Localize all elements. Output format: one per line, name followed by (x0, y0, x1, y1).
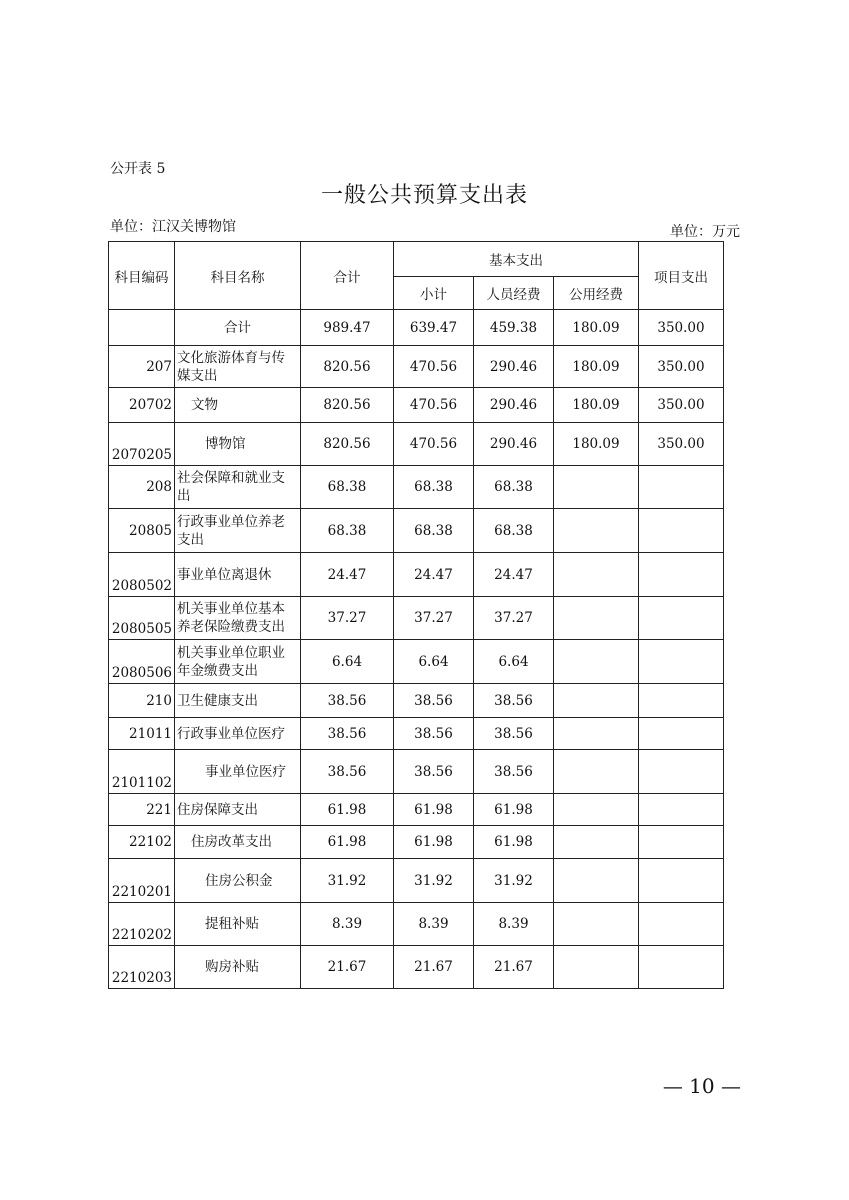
cell-name: 住房保障支出 (175, 794, 301, 826)
cell-subtotal: 470.56 (394, 388, 474, 423)
cell-code: 20805 (109, 509, 175, 553)
cell-personnel: 290.46 (474, 388, 554, 423)
cell-personnel: 38.56 (474, 718, 554, 750)
cell-public: 180.09 (554, 423, 639, 466)
header-total: 合计 (301, 242, 394, 310)
cell-personnel: 61.98 (474, 826, 554, 859)
cell-total: 820.56 (301, 346, 394, 388)
cell-code: 2210201 (109, 859, 175, 903)
cell-name: 博物馆 (175, 423, 301, 466)
cell-project (639, 859, 724, 903)
table-row (109, 509, 724, 553)
cell-subtotal: 6.64 (394, 640, 474, 684)
cell-code: 2101102 (109, 750, 175, 794)
cell-personnel: 38.56 (474, 684, 554, 718)
cell-subtotal: 37.27 (394, 597, 474, 640)
cell-code: 2210203 (109, 946, 175, 989)
cell-public (554, 859, 639, 903)
table-row (109, 903, 724, 946)
table-row (109, 423, 724, 466)
cell-name: 行政事业单位医疗 (175, 718, 301, 750)
cell-total: 31.92 (301, 859, 394, 903)
table-body (109, 310, 724, 989)
table-row (109, 750, 724, 794)
cell-personnel: 6.64 (474, 640, 554, 684)
cell-name: 卫生健康支出 (175, 684, 301, 718)
cell-total: 68.38 (301, 466, 394, 509)
cell-project (639, 826, 724, 859)
cell-personnel: 290.46 (474, 423, 554, 466)
cell-total: 38.56 (301, 750, 394, 794)
cell-subtotal: 639.47 (394, 310, 474, 346)
cell-total: 68.38 (301, 509, 394, 553)
cell-total: 61.98 (301, 826, 394, 859)
cell-subtotal: 21.67 (394, 946, 474, 989)
table-row (109, 718, 724, 750)
currency-unit: 单位：万元 (670, 224, 740, 240)
cell-name: 机关事业单位职业年金缴费支出 (175, 640, 301, 684)
cell-project (639, 794, 724, 826)
cell-total: 6.64 (301, 640, 394, 684)
table-row (109, 826, 724, 859)
cell-public (554, 826, 639, 859)
page-number: — 10 — (662, 1074, 741, 1098)
cell-public (554, 466, 639, 509)
cell-subtotal: 38.56 (394, 750, 474, 794)
cell-total: 38.56 (301, 684, 394, 718)
cell-total: 820.56 (301, 388, 394, 423)
cell-subtotal: 8.39 (394, 903, 474, 946)
table-row (109, 466, 724, 509)
cell-project (639, 553, 724, 597)
cell-personnel: 290.46 (474, 346, 554, 388)
cell-project: 350.00 (639, 423, 724, 466)
cell-personnel: 68.38 (474, 466, 554, 509)
header-basic-expenditure: 基本支出 (394, 242, 639, 277)
cell-subtotal: 24.47 (394, 553, 474, 597)
cell-project (639, 946, 724, 989)
cell-project (639, 597, 724, 640)
cell-total: 61.98 (301, 794, 394, 826)
cell-personnel: 31.92 (474, 859, 554, 903)
cell-total: 989.47 (301, 310, 394, 346)
cell-subtotal: 61.98 (394, 826, 474, 859)
cell-subtotal: 470.56 (394, 423, 474, 466)
cell-public (554, 903, 639, 946)
cell-code: 20702 (109, 388, 175, 423)
page-title: 一般公共预算支出表 (320, 183, 528, 208)
cell-project (639, 903, 724, 946)
cell-code: 21011 (109, 718, 175, 750)
cell-project (639, 684, 724, 718)
cell-code: 2070205 (109, 423, 175, 466)
cell-name: 提租补贴 (175, 903, 301, 946)
cell-name: 事业单位医疗 (175, 750, 301, 794)
cell-public: 180.09 (554, 388, 639, 423)
cell-total: 37.27 (301, 597, 394, 640)
header-subtotal: 小计 (394, 277, 474, 310)
cell-name: 文化旅游体育与传媒支出 (175, 346, 301, 388)
cell-public: 180.09 (554, 346, 639, 388)
cell-code: 2080505 (109, 597, 175, 640)
table-row (109, 388, 724, 423)
cell-project: 350.00 (639, 310, 724, 346)
organization-unit: 单位：江汉关博物馆 (110, 219, 236, 235)
cell-public (554, 750, 639, 794)
header-name: 科目名称 (175, 242, 301, 310)
cell-project: 350.00 (639, 388, 724, 423)
cell-subtotal: 68.38 (394, 509, 474, 553)
table-row (109, 794, 724, 826)
cell-subtotal: 68.38 (394, 466, 474, 509)
form-id-label: 公开表 5 (110, 161, 166, 177)
cell-name: 购房补贴 (175, 946, 301, 989)
cell-name: 社会保障和就业支出 (175, 466, 301, 509)
cell-code: 22102 (109, 826, 175, 859)
cell-code: 208 (109, 466, 175, 509)
table-row (109, 859, 724, 903)
table-row (109, 946, 724, 989)
cell-total: 24.47 (301, 553, 394, 597)
cell-public (554, 509, 639, 553)
cell-name: 事业单位离退休 (175, 553, 301, 597)
cell-project (639, 466, 724, 509)
cell-name: 合计 (175, 310, 301, 346)
cell-code: 2210202 (109, 903, 175, 946)
cell-subtotal: 470.56 (394, 346, 474, 388)
cell-name: 文物 (175, 388, 301, 423)
cell-personnel: 68.38 (474, 509, 554, 553)
cell-public (554, 684, 639, 718)
cell-subtotal: 61.98 (394, 794, 474, 826)
cell-personnel: 8.39 (474, 903, 554, 946)
cell-project (639, 509, 724, 553)
table-row (109, 684, 724, 718)
cell-total: 38.56 (301, 718, 394, 750)
cell-code: 2080506 (109, 640, 175, 684)
cell-public (554, 946, 639, 989)
cell-name: 行政事业单位养老支出 (175, 509, 301, 553)
cell-project (639, 640, 724, 684)
cell-name: 住房改革支出 (175, 826, 301, 859)
cell-personnel: 37.27 (474, 597, 554, 640)
table-row (109, 640, 724, 684)
table-row (109, 310, 724, 346)
cell-public (554, 640, 639, 684)
cell-name: 住房公积金 (175, 859, 301, 903)
table-row (109, 597, 724, 640)
cell-personnel: 21.67 (474, 946, 554, 989)
header-personnel: 人员经费 (474, 277, 554, 310)
cell-personnel: 61.98 (474, 794, 554, 826)
cell-total: 820.56 (301, 423, 394, 466)
cell-code: 210 (109, 684, 175, 718)
cell-public (554, 597, 639, 640)
cell-personnel: 38.56 (474, 750, 554, 794)
cell-personnel: 459.38 (474, 310, 554, 346)
cell-public (554, 794, 639, 826)
cell-name: 机关事业单位基本养老保险缴费支出 (175, 597, 301, 640)
cell-public: 180.09 (554, 310, 639, 346)
cell-code: 207 (109, 346, 175, 388)
budget-table (108, 241, 724, 989)
header-public: 公用经费 (554, 277, 639, 310)
cell-code: 2080502 (109, 553, 175, 597)
cell-subtotal: 31.92 (394, 859, 474, 903)
table-row (109, 346, 724, 388)
cell-project: 350.00 (639, 346, 724, 388)
cell-code: 221 (109, 794, 175, 826)
cell-public (554, 553, 639, 597)
cell-project (639, 718, 724, 750)
cell-code (109, 310, 175, 346)
cell-personnel: 24.47 (474, 553, 554, 597)
header-code: 科目编码 (109, 242, 175, 310)
table-row (109, 553, 724, 597)
cell-public (554, 718, 639, 750)
header-project: 项目支出 (639, 242, 724, 310)
cell-total: 8.39 (301, 903, 394, 946)
cell-subtotal: 38.56 (394, 684, 474, 718)
cell-subtotal: 38.56 (394, 718, 474, 750)
cell-project (639, 750, 724, 794)
cell-total: 21.67 (301, 946, 394, 989)
